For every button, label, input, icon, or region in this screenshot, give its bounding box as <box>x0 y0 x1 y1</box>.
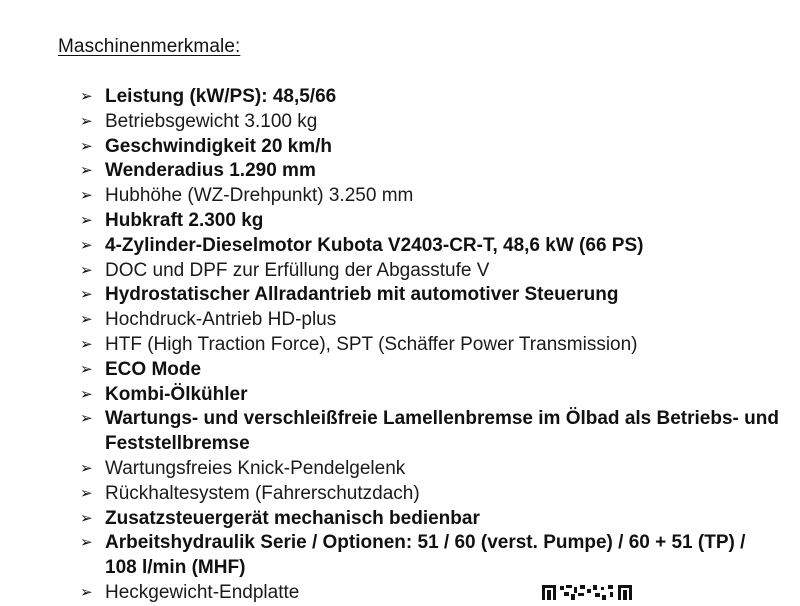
feature-text: Hydrostatischer Allradantrieb mit automotiver Steuerung <box>105 284 619 306</box>
feature-text: Wenderadius 1.290 mm <box>105 160 316 182</box>
feature-item <box>80 283 780 308</box>
feature-item <box>80 159 780 184</box>
arrow-bullet-icon: ➢ <box>80 187 93 205</box>
feature-item <box>80 234 780 259</box>
arrow-bullet-icon: ➢ <box>80 410 93 428</box>
feature-text: DOC und DPF zur Erfüllung der Abgasstufe V <box>105 259 490 281</box>
feature-text: Leistung (kW/PS): 48,5/66 <box>105 86 337 107</box>
feature-text: Hubkraft 2.300 kg <box>105 209 264 231</box>
arrow-bullet-icon: ➢ <box>80 583 93 601</box>
feature-item <box>80 135 780 160</box>
feature-text: HTF (High Traction Force), SPT (Schäffer Power Transmission) <box>105 333 638 355</box>
feature-text: Wartungsfreies Knick-Pendelgelenk <box>105 457 406 479</box>
feature-item <box>80 308 780 333</box>
feature-text: ECO Mode <box>105 358 202 380</box>
feature-item <box>80 407 780 457</box>
feature-text: 4-Zylinder-Dieselmotor Kubota V2403-CR-T, 48,6 kW (66 PS) <box>105 234 644 256</box>
feature-text: Zusatzsteuergerät mechanisch bedienbar <box>105 507 480 529</box>
arrow-bullet-icon: ➢ <box>80 311 93 329</box>
arrow-bullet-icon: ➢ <box>80 137 93 155</box>
arrow-bullet-icon: ➢ <box>80 335 93 353</box>
arrow-bullet-icon: ➢ <box>80 385 93 403</box>
arrow-bullet-icon: ➢ <box>80 88 93 105</box>
feature-item <box>80 482 780 507</box>
feature-item <box>80 383 780 408</box>
qr-code-icon <box>540 583 635 600</box>
arrow-bullet-icon: ➢ <box>80 534 93 552</box>
arrow-bullet-icon: ➢ <box>80 112 93 130</box>
feature-item <box>80 581 780 606</box>
arrow-bullet-icon: ➢ <box>80 484 93 502</box>
feature-item <box>80 184 780 209</box>
feature-text: Betriebsgewicht 3.100 kg <box>105 110 318 132</box>
arrow-bullet-icon: ➢ <box>80 162 93 180</box>
feature-text: Rückhaltesystem (Fahrerschutzdach) <box>105 482 420 504</box>
arrow-bullet-icon: ➢ <box>80 211 93 229</box>
feature-item <box>80 110 780 135</box>
section-heading: Maschinenmerkmale: <box>58 36 241 57</box>
arrow-bullet-icon: ➢ <box>80 236 93 254</box>
feature-item <box>80 333 780 358</box>
feature-text: Geschwindigkeit 20 km/h <box>105 135 333 157</box>
arrow-bullet-icon: ➢ <box>80 360 93 378</box>
arrow-bullet-icon: ➢ <box>80 509 93 527</box>
arrow-bullet-icon: ➢ <box>80 261 93 279</box>
feature-item <box>80 85 780 110</box>
feature-item <box>80 507 780 532</box>
feature-item <box>80 531 780 581</box>
feature-item <box>80 209 780 234</box>
feature-text: Hubhöhe (WZ-Drehpunkt) 3.250 mm <box>105 185 414 207</box>
arrow-bullet-icon: ➢ <box>80 459 93 477</box>
feature-item <box>80 457 780 482</box>
feature-item <box>80 358 780 383</box>
arrow-bullet-icon: ➢ <box>80 286 93 304</box>
feature-list <box>80 85 780 606</box>
feature-text: Heckgewicht-Endplatte <box>105 581 300 603</box>
feature-text: Wartungs- und verschleißfreie Lamellenbremse im Ölbad als Betriebs- und Feststellbremse <box>105 408 779 455</box>
feature-text: Kombi-Ölkühler <box>105 383 248 405</box>
feature-item <box>80 259 780 284</box>
feature-text: Hochdruck-Antrieb HD-plus <box>105 309 337 331</box>
feature-text: Arbeitshydraulik Serie / Optionen: 51 / 60 (verst. Pumpe) / 60 + 51 (TP) / 108 l/min (MHF) <box>105 532 746 579</box>
